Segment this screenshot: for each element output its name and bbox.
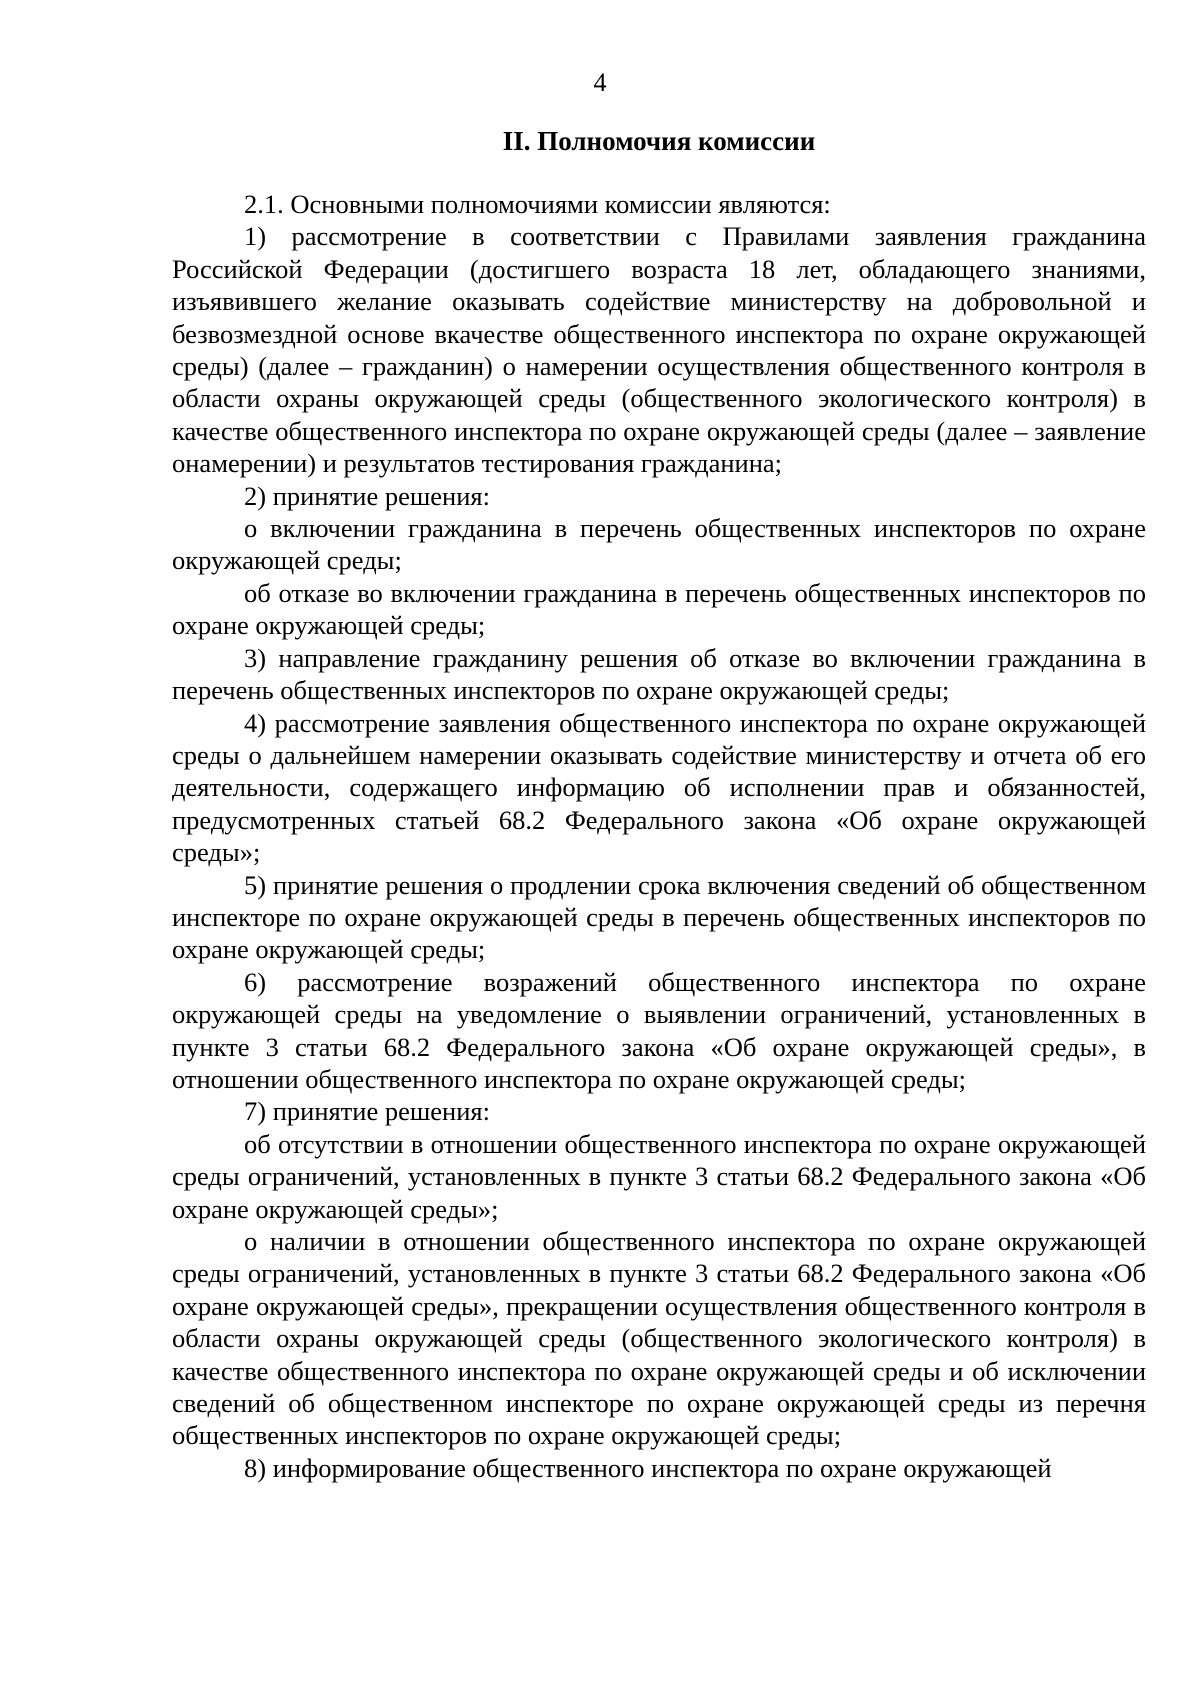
paragraph-item-3: 3) направление гражданину решения об отказе во включении гражданина в перечень общественных инспекторов по охране окружающей среды; (172, 642, 1146, 706)
paragraph-item-8: 8) информирование общественного инспектора по охране окружающей (244, 1452, 1052, 1483)
paragraph-item-7-option-a: об отсутствии в отношении общественного инспектора по охране окружающей среды ограничений, установленных в пункте 3 статьи 68.2 Федерального закона «Об охране окружающей среды»; (172, 1128, 1146, 1224)
paragraph-intro: 2.1. Основными полномочиями комиссии являются: (244, 189, 831, 219)
paragraph-item-2-option-a: о включении гражданина в перечень общественных инспекторов по охране окружающей среды; (172, 513, 1146, 576)
paragraph-item-2-option-b: об отказе во включении гражданина в перечень общественных инспекторов по охране окружающей среды; (172, 577, 1146, 641)
paragraph-item-1: 1) рассмотрение в соответствии с Правилами заявления гражданина Российской Федерации (достигшего возраста 18 лет, обладающего знаниями, изъявившего желание оказывать содействие министерству на добровольной и безвозмездной основе вкачестве общественного инспектора по охране окружающей среды) (далее – гражданин) о намерении осуществления общественного контроля в области охраны окружающей среды (общественного экологического контроля) в качестве общественного инспектора по охране окружающей среды (далее – заявление онамерении) и результатов тестирования гражданина; (172, 221, 1146, 479)
section-title: II. Полномочия комиссии (502, 126, 816, 156)
page-number: 4 (593, 68, 607, 97)
document-body (172, 188, 1146, 1484)
paragraph-item-4: 4) рассмотрение заявления общественного инспектора по охране окружающей среды о дальнейшем намерении оказывать содействие министерству и отчета об его деятельности, содержащего информацию об исполнении прав и обязанностей, предусмотренных статьей 68.2 Федерального закона «Об охране окружающей среды»; (172, 707, 1146, 868)
paragraph-item-5: 5) принятие решения о продлении срока включения сведений об общественном инспекторе по охране окружающей среды в перечень общественных инспекторов по охране окружающей среды; (172, 869, 1146, 965)
paragraph-item-6: 6) рассмотрение возражений общественного инспектора по охране окружающей среды на уведомление о выявлении ограничений, установленных в пункте 3 статьи 68.2 Федерального закона «Об охране окружающей среды», в отношении общественного инспектора по охране окружающей среды; (172, 966, 1146, 1094)
paragraph-item-7: 7) принятие решения: (244, 1096, 490, 1127)
paragraph-item-2: 2) принятие решения: (244, 480, 490, 511)
paragraph-item-7-option-b: о наличии в отношении общественного инспектора по охране окружающей среды ограничений, установленных в пункте 3 статьи 68.2 Федерального закона «Об охране окружающей среды», прекращении осуществления общественного контроля в области охраны окружающей среды (общественного экологического контроля) в качестве общественного инспектора по охране окружающей среды и об исключении сведений об общественном инспекторе по охране окружающей среды из перечня общественных инспекторов по охране окружающей среды; (172, 1226, 1146, 1451)
